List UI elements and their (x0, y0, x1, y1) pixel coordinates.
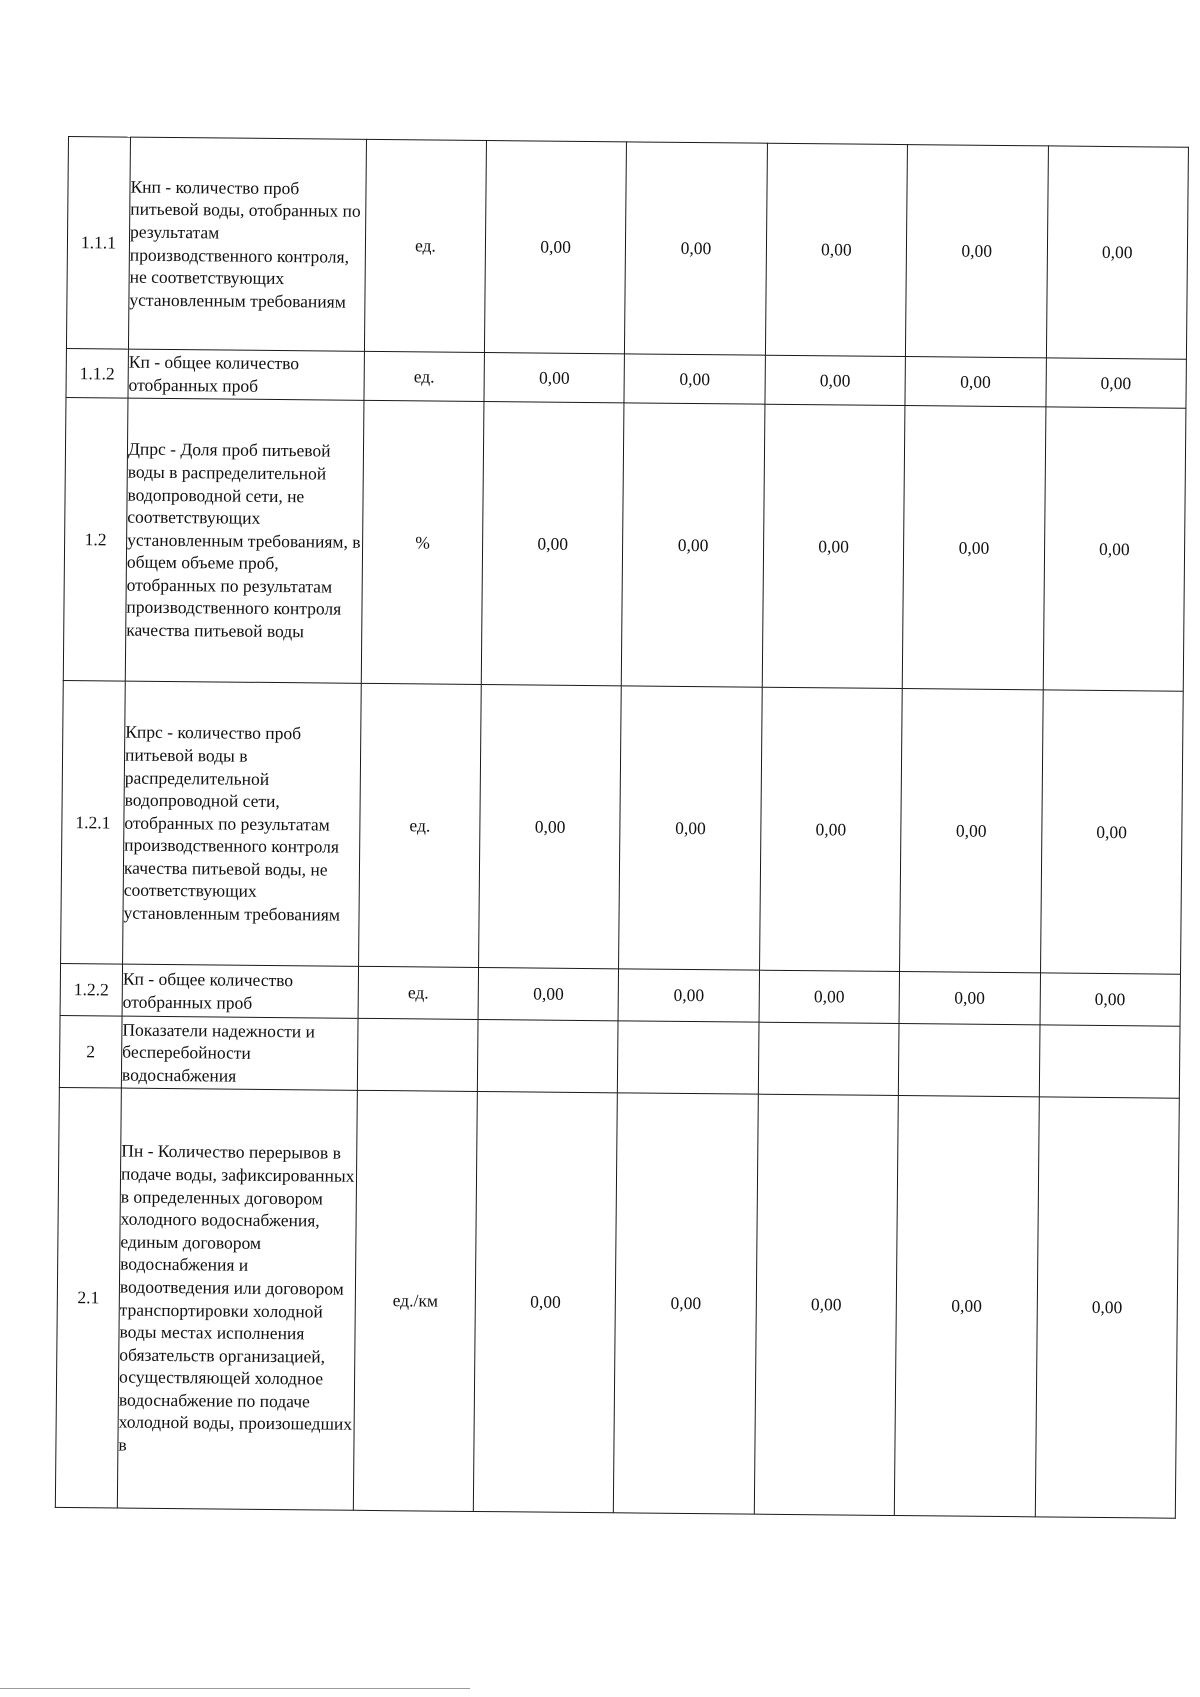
value-cell: 0,00 (754, 1094, 898, 1515)
value-cell: 0,00 (484, 141, 626, 354)
row-number: 1.1.1 (66, 137, 130, 350)
value-cell: 0,00 (1046, 358, 1187, 408)
value-cell (477, 1019, 618, 1092)
value-cell: 0,00 (902, 406, 1045, 690)
value-cell: 0,00 (478, 967, 619, 1020)
unit-cell: ед. (364, 139, 486, 352)
value-cell (758, 1022, 899, 1095)
indicator-description: Кнп - количество проб питьевой воды, отобранных по результатам производственного контроля, не соответствующих установленным требованиям (128, 137, 366, 351)
row-number: 2 (59, 1015, 122, 1088)
value-cell: 0,00 (1040, 973, 1181, 1026)
section-title: Показатели надежности и бесперебойности водоснабжения (121, 1016, 358, 1090)
unit-cell: ед./км (353, 1090, 477, 1511)
table-row (55, 1087, 1179, 1518)
table-row (61, 680, 1184, 974)
value-cell: 0,00 (625, 142, 767, 355)
row-number: 1.2.1 (61, 680, 126, 964)
value-cell: 0,00 (619, 686, 762, 970)
table-row (59, 1015, 1180, 1098)
value-cell: 0,00 (481, 402, 624, 686)
value-cell: 0,00 (614, 1093, 758, 1514)
value-cell: 0,00 (1046, 146, 1188, 359)
value-cell: 0,00 (1043, 407, 1186, 691)
value-cell: 0,00 (765, 143, 907, 356)
value-cell: 0,00 (905, 357, 1046, 407)
value-cell: 0,00 (473, 1091, 617, 1512)
unit-cell: ед. (359, 683, 482, 967)
indicators-table (55, 136, 1189, 1519)
unit-cell: ед. (358, 966, 478, 1019)
value-cell: 0,00 (622, 403, 765, 687)
value-cell: 0,00 (624, 354, 765, 404)
unit-cell: ед. (364, 351, 484, 401)
value-cell: 0,00 (765, 355, 906, 405)
unit-cell (357, 1018, 478, 1091)
value-cell: 0,00 (759, 970, 900, 1023)
indicator-description: Дпрс - Доля проб питьевой воды в распределительной водопроводной сети, не соответствующих установленным требованиям, в общем объеме проб, отобранных по результатам производственного контроля качества питьевой воды (125, 398, 364, 683)
value-cell: 0,00 (762, 404, 905, 688)
indicator-description: Кпрс - количество проб питьевой воды в распределительной водопроводной сети, отобранных по результатам производственного контроля качества питьевой воды, не соответствующих установленным требованиям (123, 681, 362, 966)
value-cell: 0,00 (1035, 1097, 1179, 1518)
value-cell: 0,00 (484, 353, 625, 403)
row-number: 1.2 (63, 397, 128, 681)
value-cell: 0,00 (894, 1096, 1038, 1517)
scan-edge-line (0, 1688, 470, 1689)
document-page (55, 136, 1188, 1519)
value-cell (618, 1021, 759, 1094)
value-cell: 0,00 (900, 689, 1043, 973)
indicator-description: Кп - общее количество отобранных проб (128, 349, 364, 400)
value-cell: 0,00 (759, 687, 902, 971)
value-cell: 0,00 (1040, 690, 1183, 974)
value-cell (1039, 1025, 1180, 1098)
indicator-description: Кп - общее количество отобранных проб (122, 964, 358, 1018)
unit-cell: % (361, 400, 484, 684)
table-row (66, 137, 1188, 360)
row-number: 1.2.2 (60, 963, 122, 1016)
value-cell: 0,00 (479, 684, 622, 968)
value-cell: 0,00 (899, 972, 1040, 1025)
row-number: 2.1 (55, 1087, 121, 1508)
value-cell: 0,00 (906, 145, 1048, 358)
indicator-description: Пн - Количество перерывов в подаче воды, зафиксированных в определенных договором холодного водоснабжения, единым договором водоснабжения и водоотведения или договором транспортировки холодной воды местах исполнения обязательств организацией, осуществляющей холодное водоснабжение по подаче холодной воды, произошедших в (117, 1088, 357, 1510)
value-cell: 0,00 (618, 969, 759, 1022)
value-cell (898, 1024, 1039, 1097)
table-row (63, 397, 1186, 691)
row-number: 1.1.2 (66, 348, 128, 398)
